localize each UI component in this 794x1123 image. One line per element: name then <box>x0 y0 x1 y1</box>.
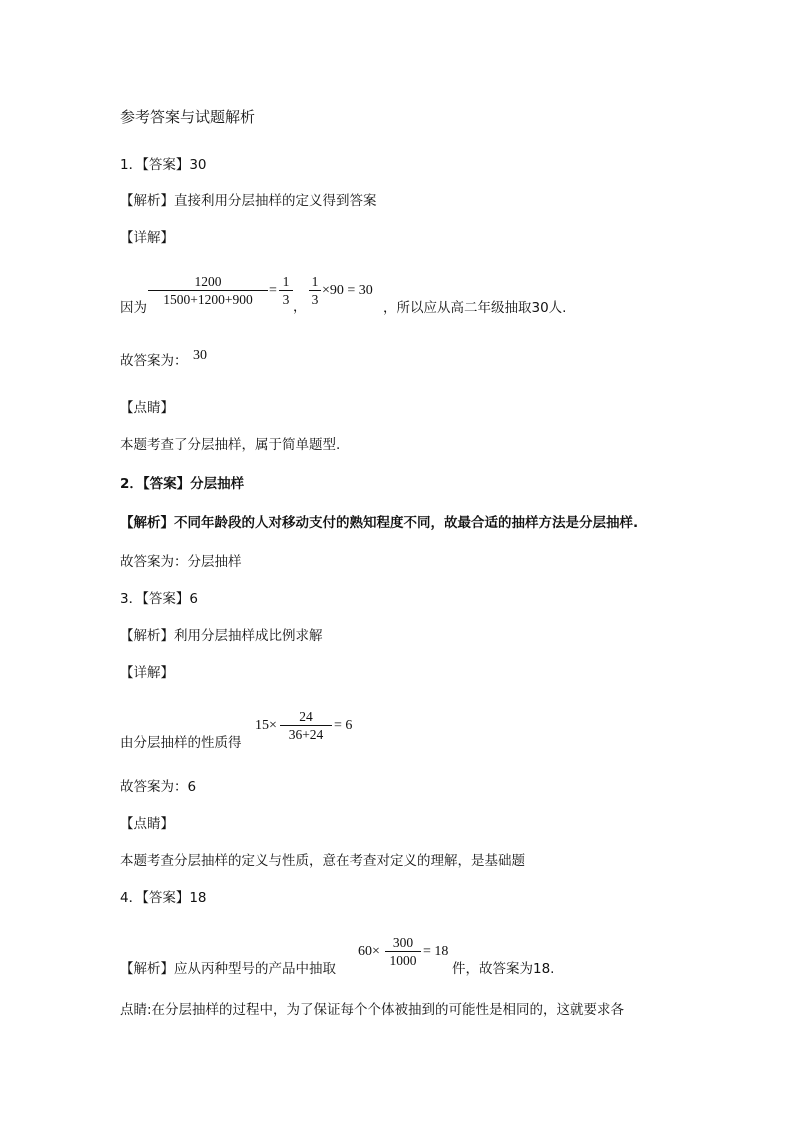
q2-analysis: 【解析】不同年龄段的人对移动支付的熟知程度不同，故最合适的抽样方法是分层抽样. <box>120 515 639 531</box>
q1-comma: ， <box>293 299 307 315</box>
q1-comment: 本题考查了分层抽样，属于简单题型. <box>120 437 341 453</box>
q3-lead-text: 由分层抽样的性质得 <box>120 735 242 751</box>
q1-fraction-2-numerator: 1 <box>282 274 290 289</box>
q2-final: 故答案为：分层抽样 <box>120 554 242 570</box>
q4-comment: 点睛:在分层抽样的过程中，为了保证每个个体被抽到的可能性是相同的，这就要求各 <box>120 1002 625 1018</box>
q4-fraction-denominator: 1000 <box>389 953 417 968</box>
q3-expression-head: 15× <box>255 718 277 733</box>
q3-final: 故答案为：6 <box>120 779 197 795</box>
q1-analysis: 【解析】直接利用分层抽样的定义得到答案 <box>120 193 377 209</box>
q4-analysis-lead: 【解析】应从丙种型号的产品中抽取 <box>120 961 336 977</box>
q4-fraction-numerator: 300 <box>392 935 414 950</box>
q4-fraction <box>385 934 421 969</box>
q1-answer: 1．【答案】30 <box>120 157 207 173</box>
q3-fraction <box>280 708 332 743</box>
q1-comment-label: 【点睛】 <box>120 400 174 416</box>
q3-expression-tail: = 6 <box>334 718 353 733</box>
q3-comment-label: 【点睛】 <box>120 816 174 832</box>
q4-expression-head: 60× <box>358 944 380 959</box>
q1-detail-label: 【详解】 <box>120 230 174 246</box>
q1-fraction-1-numerator: 1200 <box>194 274 222 289</box>
q1-expression-tail: ×90 = 30 <box>322 283 373 298</box>
q1-final-value: 30 <box>193 348 207 363</box>
q1-fraction-3-denominator: 3 <box>311 292 319 307</box>
page-title: 参考答案与试题解析 <box>120 108 256 126</box>
q3-fraction-numerator: 24 <box>299 709 313 724</box>
q1-fraction-3 <box>309 273 321 308</box>
q1-final-prefix: 故答案为： <box>120 353 188 369</box>
q4-analysis-tail: 件，故答案为18. <box>452 961 555 977</box>
q1-fraction-2-denominator: 3 <box>282 292 290 307</box>
q1-conclusion: ，所以应从高二年级抽取30人. <box>383 300 567 316</box>
q1-fraction-3-numerator: 1 <box>311 274 319 289</box>
q4-expression-tail: = 18 <box>423 944 449 959</box>
q3-comment: 本题考查分层抽样的定义与性质，意在考查对定义的理解，是基础题 <box>120 853 525 869</box>
q1-fraction-1 <box>148 273 268 308</box>
q1-fraction-1-denominator: 1500+1200+900 <box>163 292 253 307</box>
q4-answer: 4．【答案】18 <box>120 890 207 906</box>
q1-because-text: 因为 <box>120 300 147 316</box>
q3-answer: 3．【答案】6 <box>120 591 198 607</box>
q3-fraction-denominator: 36+24 <box>288 727 324 742</box>
q2-answer: 2．【答案】分层抽样 <box>120 476 245 492</box>
q1-fraction-2 <box>279 273 293 308</box>
q1-equals: = <box>269 283 277 298</box>
q3-analysis: 【解析】利用分层抽样成比例求解 <box>120 628 323 644</box>
q3-detail-label: 【详解】 <box>120 665 174 681</box>
